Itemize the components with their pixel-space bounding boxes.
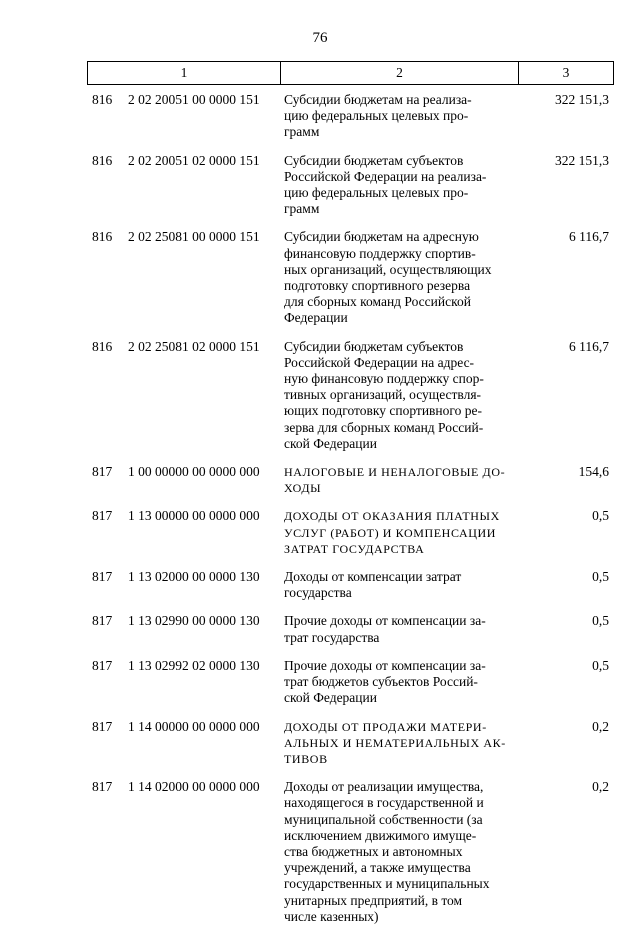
table-row xyxy=(0,569,640,601)
header-col-1: 1 xyxy=(88,62,281,85)
revenue-name: Доходы от компенсации затрат государства xyxy=(284,569,462,601)
admin-code: 817 xyxy=(92,508,113,524)
amount: 0,5 xyxy=(592,613,609,629)
amount: 322 151,3 xyxy=(555,152,609,168)
table-row xyxy=(0,339,640,452)
amount: 0,2 xyxy=(592,718,609,734)
amount: 0,5 xyxy=(592,657,609,673)
amount: 0,5 xyxy=(592,508,609,524)
revenue-name: Прочие доходы от компенсации за- трат бюджетов субъектов Россий- ской Федерации xyxy=(284,657,486,706)
table-row xyxy=(0,658,640,707)
revenue-name: Субсидии бюджетам субъектов Российской Федерации на адрес- ную финансовую поддержку спор- тивных организаций, осуществля- ющих подготовку спортивного ре- зерва для сборных команд Россий- ской Федерации xyxy=(284,338,484,451)
amount: 0,5 xyxy=(592,569,609,585)
budget-classification-code: 1 13 02000 00 0000 130 xyxy=(128,569,260,585)
admin-code: 816 xyxy=(92,152,113,168)
page-number: 76 xyxy=(312,30,328,46)
budget-classification-code: 2 02 25081 00 0000 151 xyxy=(128,229,260,245)
amount: 0,2 xyxy=(592,779,609,795)
admin-code: 817 xyxy=(92,718,113,734)
budget-classification-code: 2 02 20051 02 0000 151 xyxy=(128,152,260,168)
revenue-name: НАЛОГОВЫЕ И НЕНАЛОГОВЫЕ ДО- ХОДЫ xyxy=(284,465,506,496)
revenue-name: Доходы от реализации имущества, находящегося в государственной и муниципальной собственности (за исключением движимого имуще- ства бюджетных и автономных учреждений, а также имущества государственных и муниципальных унитарных предприятий, в том числе казенных) xyxy=(284,779,490,924)
admin-code: 817 xyxy=(92,464,113,480)
header-col-2: 2 xyxy=(281,62,519,85)
admin-code: 816 xyxy=(92,92,113,107)
admin-code: 817 xyxy=(92,779,113,795)
amount: 322 151,3 xyxy=(555,92,609,107)
budget-classification-code: 1 14 00000 00 0000 000 xyxy=(128,718,260,734)
table-row xyxy=(0,153,640,218)
admin-code: 816 xyxy=(92,338,113,354)
header-col-3: 3 xyxy=(519,62,614,85)
admin-code: 816 xyxy=(92,229,113,245)
budget-classification-code: 2 02 20051 00 0000 151 xyxy=(128,92,260,107)
table-row xyxy=(0,508,640,557)
admin-code: 817 xyxy=(92,613,113,629)
budget-classification-code: 1 13 02990 00 0000 130 xyxy=(128,613,260,629)
table-body xyxy=(0,92,640,937)
amount: 6 116,7 xyxy=(569,229,609,245)
table-row xyxy=(0,92,640,141)
table-row xyxy=(0,719,640,768)
budget-classification-code: 1 00 00000 00 0000 000 xyxy=(128,464,260,480)
revenue-name: Субсидии бюджетам на реализа- цию федеральных целевых про- грамм xyxy=(284,92,472,140)
revenue-name: ДОХОДЫ ОТ ПРОДАЖИ МАТЕРИ- АЛЬНЫХ И НЕМАТЕРИАЛЬНЫХ АК- ТИВОВ xyxy=(284,719,506,766)
revenue-name: Прочие доходы от компенсации за- трат государства xyxy=(284,613,486,645)
budget-classification-code: 1 13 00000 00 0000 000 xyxy=(128,508,260,524)
budget-classification-code: 1 13 02992 02 0000 130 xyxy=(128,657,260,673)
table-row xyxy=(0,464,640,496)
amount: 154,6 xyxy=(578,464,609,480)
amount: 6 116,7 xyxy=(569,338,609,354)
revenue-name: ДОХОДЫ ОТ ОКАЗАНИЯ ПЛАТНЫХ УСЛУГ (РАБОТ) И КОМПЕНСАЦИИ ЗАТРАТ ГОСУДАРСТВА xyxy=(284,509,500,556)
table-row xyxy=(0,779,640,925)
revenue-name: Субсидии бюджетам субъектов Российской Федерации на реализа- цию федеральных целевых про- грамм xyxy=(284,152,487,217)
table-row xyxy=(0,229,640,326)
table-header xyxy=(87,61,614,85)
table-row xyxy=(0,613,640,645)
budget-classification-code: 1 14 02000 00 0000 000 xyxy=(128,779,260,795)
revenue-name: Субсидии бюджетам на адресную финансовую поддержку спортив- ных организаций, осуществляющих подготовку спортивного резерва для сборных команд Российской Федерации xyxy=(284,229,492,326)
admin-code: 817 xyxy=(92,569,113,585)
budget-classification-code: 2 02 25081 02 0000 151 xyxy=(128,338,260,354)
admin-code: 817 xyxy=(92,657,113,673)
